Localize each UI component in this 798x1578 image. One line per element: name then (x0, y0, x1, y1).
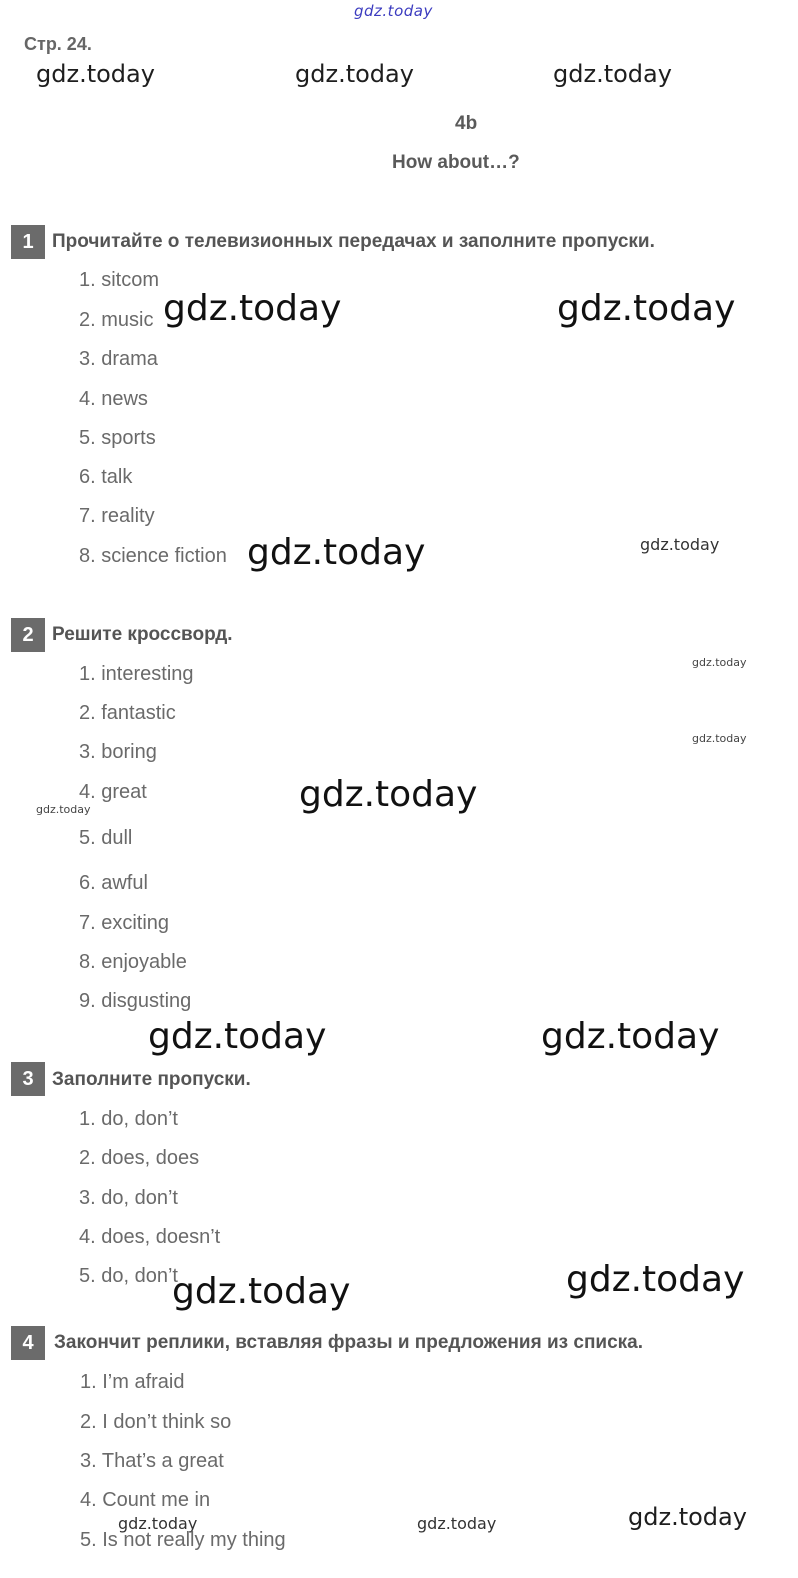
watermark: gdz.today (247, 532, 426, 573)
task-title: Закончит реплики, вставляя фразы и предложения из списка. (54, 1332, 644, 1353)
watermark: gdz.today (118, 1514, 198, 1533)
task-title: Прочитайте о телевизионных передачах и заполните пропуски. (52, 231, 655, 252)
answer-item: 5. dull (79, 827, 133, 849)
answer-item: 8. enjoyable (79, 951, 187, 973)
answer-item: 5. do, don’t (79, 1265, 178, 1287)
answer-item: 2. I don’t think so (80, 1411, 232, 1433)
answer-item: 7. reality (79, 505, 155, 527)
task-title: Заполните пропуски. (52, 1069, 251, 1090)
watermark-top: gdz.today (354, 2, 433, 20)
watermark: gdz.today (172, 1271, 351, 1312)
watermark: gdz.today (299, 774, 478, 815)
task-number-badge: 3 (11, 1062, 45, 1096)
answer-item: 8. science fiction (79, 545, 227, 567)
watermark: gdz.today (692, 656, 747, 669)
watermark: gdz.today (36, 803, 91, 816)
answer-item: 1. sitcom (79, 269, 160, 291)
answer-item: 3. do, don’t (79, 1187, 178, 1209)
answer-item: 5. Is not really my thing (80, 1529, 286, 1551)
answer-item: 4. does, doesn’t (79, 1226, 221, 1248)
answer-item: 6. awful (79, 872, 148, 894)
watermark: gdz.today (417, 1514, 497, 1533)
unit-number: 4b (455, 113, 478, 134)
answer-item: 7. exciting (79, 912, 170, 934)
answer-item: 3. drama (79, 348, 158, 370)
answer-item: 1. do, don’t (79, 1108, 178, 1130)
watermark: gdz.today (692, 732, 747, 745)
unit-title: How about…? (392, 152, 520, 173)
watermark: gdz.today (163, 288, 342, 329)
answer-item: 3. boring (79, 741, 157, 763)
answer-item: 5. sports (79, 427, 156, 449)
watermark: gdz.today (148, 1016, 327, 1057)
watermark: gdz.today (628, 1503, 747, 1531)
watermark: gdz.today (541, 1016, 720, 1057)
answer-item: 2. fantastic (79, 702, 176, 724)
answer-item: 4. great (79, 781, 147, 803)
answer-item: 6. talk (79, 466, 133, 488)
watermark: gdz.today (553, 60, 672, 88)
answer-item: 1. I’m afraid (80, 1371, 185, 1393)
watermark: gdz.today (36, 60, 155, 88)
answer-item: 2. does, does (79, 1147, 200, 1169)
answer-item: 9. disgusting (79, 990, 192, 1012)
task-title: Решите кроссворд. (52, 624, 233, 645)
watermark: gdz.today (295, 60, 414, 88)
watermark: gdz.today (557, 288, 736, 329)
answer-item: 1. interesting (79, 663, 194, 685)
task-number-badge: 4 (11, 1326, 45, 1360)
page-label: Стр. 24. (24, 34, 92, 54)
task-number-badge: 2 (11, 618, 45, 652)
answer-item: 3. That’s a great (80, 1450, 224, 1472)
watermark: gdz.today (566, 1259, 745, 1300)
task-number-badge: 1 (11, 225, 45, 259)
answer-item: 4. news (79, 388, 148, 410)
answer-item: 4. Count me in (80, 1489, 211, 1511)
answer-item: 2. music (79, 309, 154, 331)
watermark: gdz.today (640, 535, 720, 554)
